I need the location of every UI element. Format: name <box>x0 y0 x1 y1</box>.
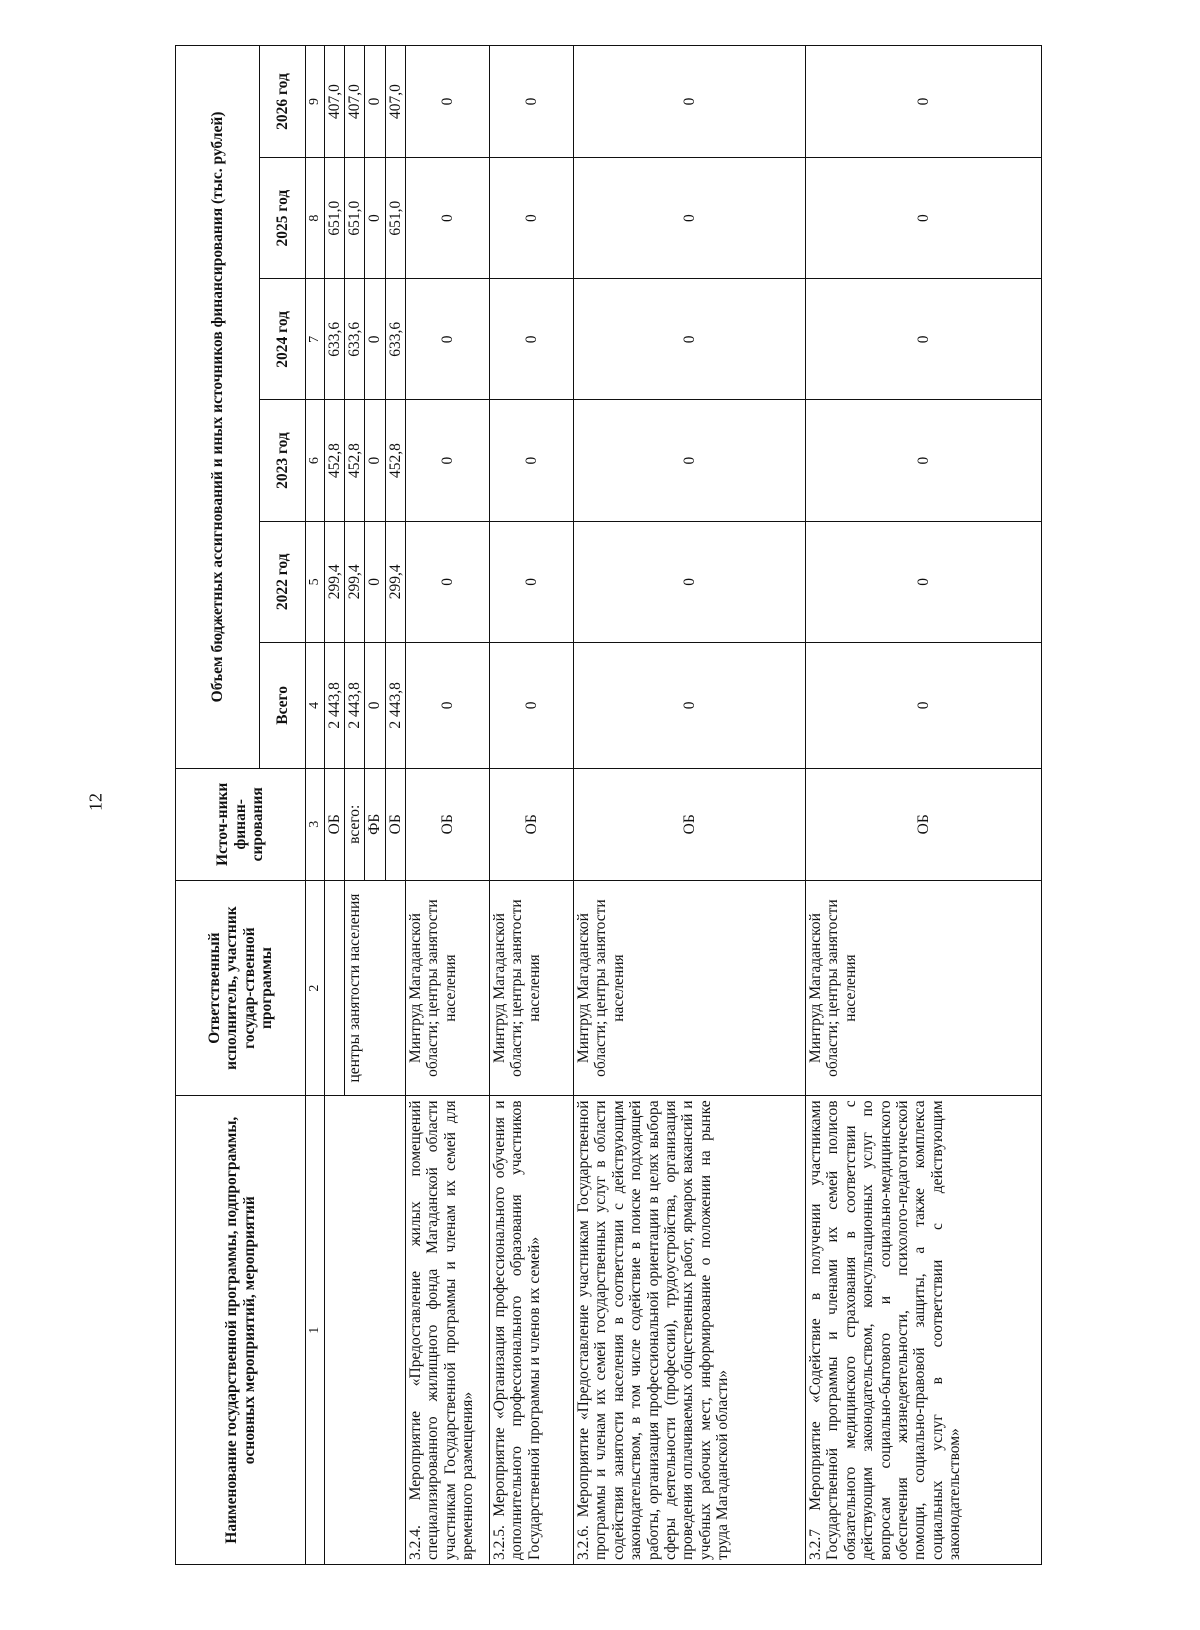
year-value-cell: 0 <box>574 158 806 279</box>
year-value-cell: 0 <box>490 521 574 642</box>
col-source-header: Источ-ники финан-сирования <box>176 768 306 880</box>
year-value-cell: 633,6 <box>345 279 365 400</box>
year-value-cell: 633,6 <box>385 279 405 400</box>
budget-table <box>175 45 1042 1565</box>
year-value-cell: 452,8 <box>385 400 405 521</box>
year-value-cell: 0 <box>365 279 385 400</box>
table-row <box>490 46 574 1565</box>
table-row <box>806 46 1042 1565</box>
year-value-cell: 0 <box>574 521 806 642</box>
source-cell: ОБ <box>490 768 574 880</box>
column-index: 3 <box>306 768 325 880</box>
year-value-cell: 0 <box>406 400 490 521</box>
column-index: 5 <box>306 521 325 642</box>
col-year-header: 2024 год <box>260 279 306 400</box>
column-index: 1 <box>306 1096 325 1565</box>
year-value-cell: 0 <box>490 400 574 521</box>
col-year-header: 2023 год <box>260 400 306 521</box>
year-value-cell: 407,0 <box>385 46 405 158</box>
executor-cell: Минтруд Магаданской области; центры занятости населения <box>490 880 574 1096</box>
year-value-cell: 0 <box>806 279 1042 400</box>
year-value-cell: 0 <box>806 158 1042 279</box>
measure-name-cell: 3.2.6. Мероприятие «Предоставление участникам Государственной программы и членам их семей государственных услуг в области содействия занятости населения в соответствии с действующим законодательством, в том числе содействие в поиске подходящей работы, организация профессиональной ориентации в целях выбора сферы деятельности (профессии), трудоустройства, организация проведения оплачиваемых общественных работ, ярмарок вакансий и учебных рабочих мест, информирование о положении на рынке труда Магаданской области» <box>574 1096 806 1565</box>
measure-name-cell: 3.2.7 Мероприятие «Содействие в получении участниками Государственной программы и членами их семей полисов обязательного медицинского страхования в соответствии с действующим законодательством, консультационных услуг по вопросам социально-бытового и социально-медицинского обеспечения жизнедеятельности, психолого-педагогической помощи, социально-правовой защиты, а также комплекса социальных услуг в соответствии с действующим законодательством» <box>806 1096 1042 1565</box>
year-value-cell: 0 <box>365 158 385 279</box>
measure-name-cell: 3.2.4. Мероприятие «Предоставление жилых помещений специализированного жилищного фонда Магаданской области участникам Государственной программы и членам их семей для временного размещения» <box>406 1096 490 1565</box>
source-cell: ОБ <box>324 768 344 880</box>
year-value-cell: 651,0 <box>324 158 344 279</box>
total-cell: 0 <box>806 642 1042 768</box>
year-value-cell: 452,8 <box>345 400 365 521</box>
rotated-page-content <box>175 45 1200 1565</box>
executor-cell: центры занятости населения <box>345 880 406 1096</box>
measure-name-cell: 3.2.5. Мероприятие «Организация профессионального обучения и дополнительного профессионального образования участников Государственной программы и членов их семей» <box>490 1096 574 1565</box>
year-value-cell: 633,6 <box>324 279 344 400</box>
year-value-cell: 0 <box>574 279 806 400</box>
year-value-cell: 0 <box>365 400 385 521</box>
column-index: 6 <box>306 400 325 521</box>
year-value-cell: 407,0 <box>345 46 365 158</box>
total-cell: 2 443,8 <box>385 642 405 768</box>
year-value-cell: 0 <box>365 521 385 642</box>
year-value-cell: 0 <box>490 279 574 400</box>
executor-cell: Минтруд Магаданской области; центры занятости населения <box>806 880 1042 1096</box>
executor-cell: Минтруд Магаданской области; центры занятости населения <box>406 880 490 1096</box>
col-name-header: Наименование государственной программы, подпрограммы, основных мероприятий, мероприятий <box>176 1096 306 1565</box>
total-cell: 0 <box>365 642 385 768</box>
continuation-row <box>324 46 344 1565</box>
year-value-cell: 0 <box>406 158 490 279</box>
column-index: 8 <box>306 158 325 279</box>
col-year-header: 2022 год <box>260 521 306 642</box>
year-value-cell: 0 <box>806 46 1042 158</box>
year-value-cell: 407,0 <box>324 46 344 158</box>
column-index-row <box>306 46 325 1565</box>
total-cell: 0 <box>574 642 806 768</box>
col-executor-header: Ответственный исполнитель, участник государ-ственной программы <box>176 880 306 1096</box>
year-value-cell: 0 <box>806 521 1042 642</box>
table-row <box>574 46 806 1565</box>
column-index: 2 <box>306 880 325 1096</box>
source-cell: ФБ <box>365 768 385 880</box>
year-value-cell: 651,0 <box>385 158 405 279</box>
col-year-header: 2025 год <box>260 158 306 279</box>
source-cell: ОБ <box>574 768 806 880</box>
year-value-cell: 299,4 <box>385 521 405 642</box>
source-cell: всего: <box>345 768 365 880</box>
continuation-name-cell <box>324 1096 405 1565</box>
column-index: 4 <box>306 642 325 768</box>
total-cell: 2 443,8 <box>345 642 365 768</box>
column-index: 7 <box>306 279 325 400</box>
year-value-cell: 299,4 <box>345 521 365 642</box>
year-value-cell: 0 <box>574 46 806 158</box>
source-cell: ОБ <box>385 768 405 880</box>
year-value-cell: 299,4 <box>324 521 344 642</box>
column-index: 9 <box>306 46 325 158</box>
col-volume-header: Объем бюджетных ассигнований и иных источников финансирования (тыс. рублей) <box>176 46 260 769</box>
year-value-cell: 0 <box>806 400 1042 521</box>
source-cell: ОБ <box>406 768 490 880</box>
year-value-cell: 452,8 <box>324 400 344 521</box>
year-value-cell: 0 <box>574 400 806 521</box>
total-cell: 2 443,8 <box>324 642 344 768</box>
col-year-header: 2026 год <box>260 46 306 158</box>
continuation-executor-empty <box>324 880 344 1096</box>
year-value-cell: 0 <box>406 46 490 158</box>
year-value-cell: 651,0 <box>345 158 365 279</box>
year-value-cell: 0 <box>406 279 490 400</box>
year-value-cell: 0 <box>365 46 385 158</box>
year-value-cell: 0 <box>490 158 574 279</box>
total-cell: 0 <box>406 642 490 768</box>
total-cell: 0 <box>490 642 574 768</box>
year-value-cell: 0 <box>490 46 574 158</box>
col-total-header: Всего <box>260 642 306 768</box>
header-row <box>176 46 260 1565</box>
table-row <box>406 46 490 1565</box>
year-value-cell: 0 <box>406 521 490 642</box>
executor-cell: Минтруд Магаданской области; центры занятости населения <box>574 880 806 1096</box>
source-cell: ОБ <box>806 768 1042 880</box>
page-number: 12 <box>85 793 106 811</box>
